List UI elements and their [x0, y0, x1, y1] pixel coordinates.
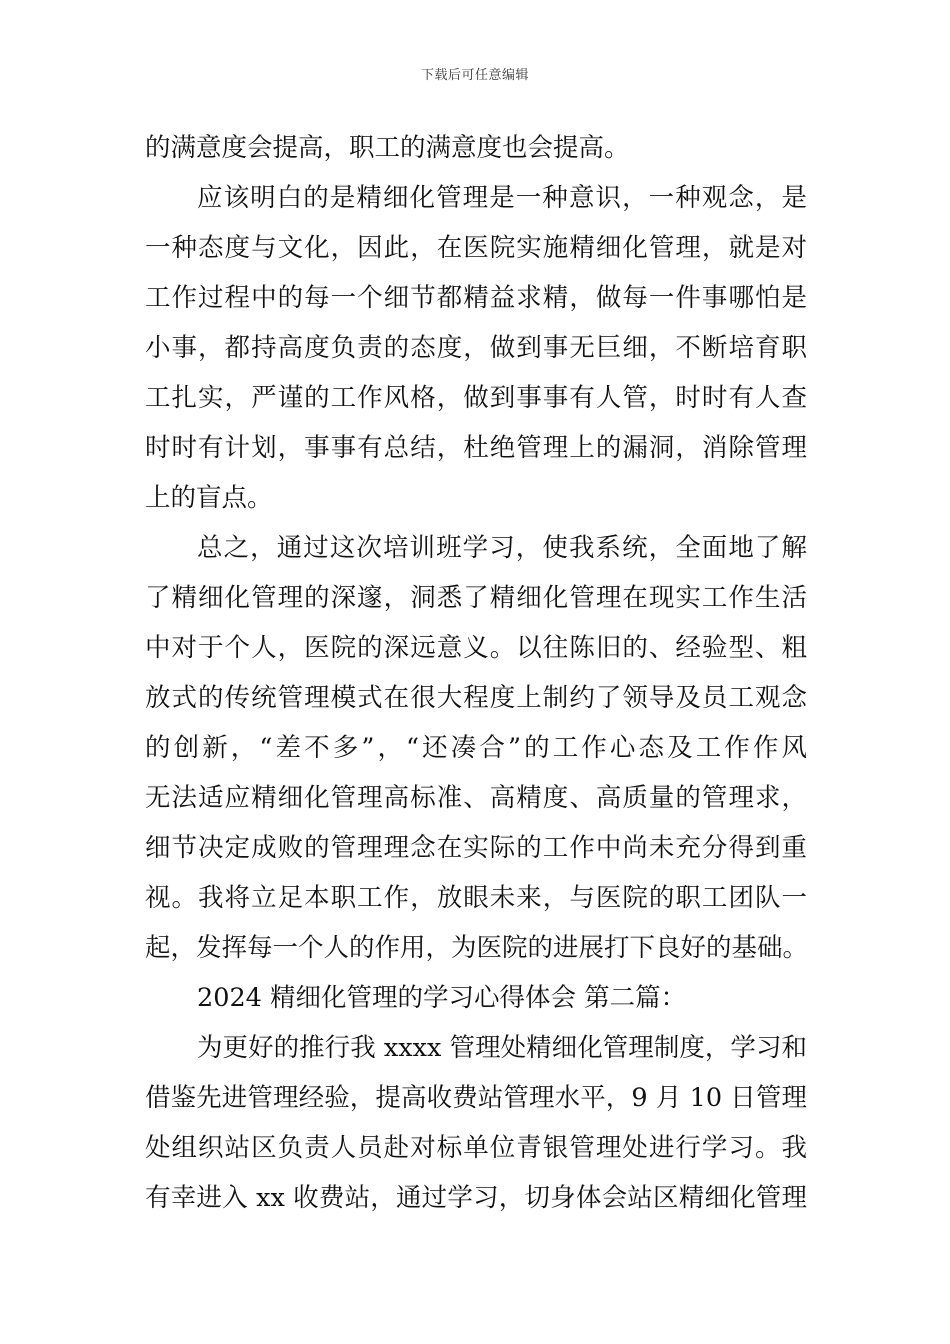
text-line: 时时有计划，事事有总结，杜绝管理上的漏洞，消除管理	[145, 433, 807, 463]
paragraph-start-line: 为更好的推行我 xxxx 管理处精细化管理制度，学习和	[197, 1033, 807, 1063]
text-line: 工扎实，严谨的工作风格，做到事事有人管，时时有人查	[145, 383, 807, 413]
text-line: 一种态度与文化，因此，在医院实施精细化管理，就是对	[145, 233, 807, 263]
document-body	[145, 123, 807, 1223]
paragraph-start-line: 应该明白的是精细化管理是一种意识，一种观念，是	[197, 183, 807, 213]
text-line: 了精细化管理的深邃，洞悉了精细化管理在现实工作生活	[145, 583, 807, 613]
paragraph-start-line: 总之，通过这次培训班学习，使我系统，全面地了解	[197, 533, 807, 563]
text-line: 工作过程中的每一个细节都精益求精，做每一件事哪怕是	[145, 283, 807, 313]
text-line: 放式的传统管理模式在很大程度上制约了领导及员工观念	[145, 683, 807, 713]
text-line: 视。我将立足本职工作，放眼未来，与医院的职工团队一	[145, 883, 807, 913]
text-line: 中对于个人，医院的深远意义。以往陈旧的、经验型、粗	[145, 633, 807, 663]
section-heading: 2024 精细化管理的学习心得体会 第二篇：	[197, 983, 687, 1013]
page-header: 下载后可任意编辑	[420, 68, 529, 83]
text-line: 的满意度会提高，职工的满意度也会提高。	[145, 133, 630, 163]
text-line: 的创新，“差不多”，“还凑合”的工作心态及工作作风	[145, 733, 807, 763]
text-line: 细节决定成败的管理理念在实际的工作中尚未充分得到重	[145, 833, 807, 863]
text-line: 有幸进入 xx 收费站，通过学习，切身体会站区精细化管理	[145, 1183, 807, 1213]
text-line: 借鉴先进管理经验，提高收费站管理水平，9 月 10 日管理	[145, 1083, 807, 1113]
text-line: 处组织站区负责人员赴对标单位青银管理处进行学习。我	[145, 1133, 807, 1163]
text-line: 上的盲点。	[145, 483, 273, 513]
text-line: 无法适应精细化管理高标准、高精度、高质量的管理求，	[145, 783, 807, 813]
text-line: 起，发挥每一个人的作用，为医院的进展打下良好的基础。	[145, 933, 809, 963]
text-line: 小事，都持高度负责的态度，做到事无巨细，不断培育职	[145, 333, 807, 363]
